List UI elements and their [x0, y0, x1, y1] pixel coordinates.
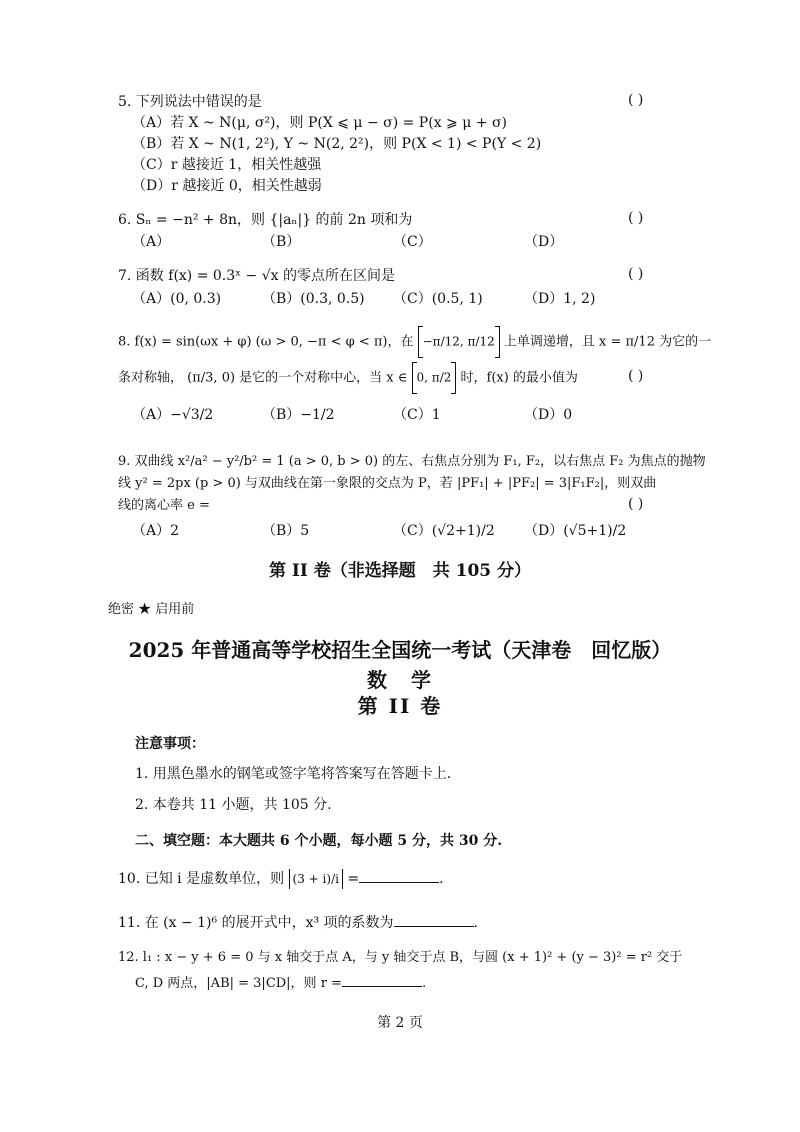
fill-in-section-heading: 二、填空题：本大题共 6 个小题，每小题 5 分，共 30 分.: [135, 833, 503, 849]
q9-option-c: （C）(√2+1)/2: [393, 523, 495, 539]
q6-option-d: （D）: [524, 234, 564, 250]
notice-item-2: 2. 本卷共 11 小题，共 105 分.: [135, 797, 332, 813]
q6-option-c: （C）: [393, 234, 432, 250]
q8-option-b: （B）−1/2: [262, 407, 335, 423]
q12-answer-blank[interactable]: [342, 972, 422, 987]
q10-period: .: [439, 871, 444, 887]
section-ii-heading: 第 II 卷（非选择题 共 105 分）: [268, 561, 532, 581]
q9-line3: 线的离心率 e =: [118, 498, 210, 513]
q10-answer-blank[interactable]: [359, 868, 439, 883]
q7-option-d: （D）1, 2): [524, 291, 596, 307]
q10-modulus: [289, 869, 343, 889]
q5-stem: 5. 下列说法中错误的是: [118, 94, 262, 110]
q8-line2-c: 时，f(x) 的最小值为: [460, 370, 578, 386]
q5-option-c: （C）r 越接近 1，相关性越强: [132, 157, 322, 173]
q10-equals: =: [347, 871, 360, 887]
q8-line2-a: 条对称轴，: [118, 370, 184, 386]
q8-line1-a: 8. f(x) = sin(ωx + φ) (ω > 0, −π < φ < π)，在: [118, 334, 414, 350]
q8-option-d: （D）0: [524, 407, 573, 423]
volume-title: 第 II 卷: [357, 694, 443, 718]
q10-stem: 10. 已知 i 是虚数单位，则: [118, 871, 285, 887]
q9-line1-b: (a > 0, b > 0) 的左、右焦点分别为 F₁, F₂，以右焦点 F₂ 为焦点的抛物: [288, 454, 706, 469]
q9-line2: 线 y² = 2px (p > 0) 与双曲线在第一象限的交点为 P，若 |PF₁| + |PF₂| = 3|F₁F₂|，则双曲: [118, 476, 657, 491]
q7-option-a: （A）(0, 0.3): [132, 291, 222, 307]
q9-line1-a: 9. 双曲线: [118, 454, 174, 469]
exam-title: 2025 年普通高等学校招生全国统一考试（天津卷 回忆版）: [128, 638, 672, 662]
q6-option-a: （A）: [132, 234, 171, 250]
q12-period: .: [421, 976, 427, 991]
q8-line2-b: 是它的一个对称中心，当 x ∈: [239, 370, 408, 386]
q11-line: [118, 912, 478, 933]
q5-option-a: （A）若 X ~ N(μ, σ²)，则 P(X ⩽ μ − σ) = P(x ⩾ μ + σ): [132, 115, 507, 131]
q7-answer-paren: ( ): [628, 266, 644, 282]
q9-option-d: （D）(√5+1)/2: [524, 523, 627, 539]
q6-option-b: （B）: [262, 234, 301, 250]
subject-title: 数 学: [367, 668, 433, 692]
right-bracket: [451, 362, 456, 394]
q8-line1-b: 上单调递增，且 x =: [503, 334, 622, 350]
q8-interval1: −π/12, π/12: [422, 334, 495, 349]
q5-answer-paren: ( ): [628, 92, 644, 108]
q11-period: .: [473, 915, 478, 931]
q7-stem: 7. 函数 f(x) = 0.3ˣ − √x 的零点所在区间是: [118, 268, 395, 284]
notice-item-1: 1. 用黑色墨水的钢笔或签字笔将答案写在答题卡上.: [135, 766, 452, 782]
q8-answer-paren: ( ): [628, 368, 644, 384]
q8-interval2: 0, π/2: [416, 370, 452, 385]
q7-option-b: （B）(0.3, 0.5): [262, 291, 365, 307]
page-number: 第 2 页: [377, 1015, 423, 1031]
notice-heading: 注意事项：: [135, 736, 205, 752]
q12-line2: [135, 972, 426, 994]
q5-option-d: （D）r 越接近 0，相关性越弱: [132, 178, 322, 194]
q10-expression: (3 + i)/i: [292, 872, 339, 886]
right-bracket: [495, 326, 500, 358]
q11-stem: 11. 在 (x − 1)⁶ 的展开式中，x³ 项的系数为: [118, 915, 394, 931]
q8-symmetry-center: (π/3, 0): [187, 370, 236, 386]
q8-option-a: （A）−√3/2: [132, 407, 214, 423]
q12-line1: 12. l₁ : x − y + 6 = 0 与 x 轴交于点 A，与 y 轴交于点 B，与圆 (x + 1)² + (y − 3)² = r² 交于: [118, 950, 683, 965]
q8-option-c: （C）1: [393, 407, 441, 423]
q9-option-a: （A）2: [132, 523, 180, 539]
q8-line1-c: 为它的一: [659, 334, 712, 350]
q7-option-c: （C）(0.5, 1): [393, 291, 483, 307]
q9-hyperbola-equation: x²/a² − y²/b² = 1: [177, 454, 285, 469]
q8-x-value: π/12: [625, 334, 655, 350]
confidential-mark: 绝密 ★ 启用前: [108, 602, 195, 617]
q10-line: [118, 868, 444, 889]
q6-stem: 6. Sₙ = −n² + 8n，则 {|aₙ|} 的前 2n 项和为: [118, 212, 413, 228]
q8-line1: [118, 326, 711, 358]
q9-answer-paren: ( ): [628, 496, 644, 512]
q9-option-b: （B）5: [262, 523, 310, 539]
q12-line2-a: C, D 两点，|AB| = 3|CD|，则 r =: [135, 976, 342, 991]
q11-answer-blank[interactable]: [394, 912, 474, 927]
q5-option-b: （B）若 X ~ N(1, 2²), Y ~ N(2, 2²)，则 P(X < 1) < P(Y < 2): [132, 136, 542, 152]
q9-line1: [118, 452, 706, 472]
q8-line2: [118, 362, 578, 394]
q6-answer-paren: ( ): [628, 210, 644, 226]
